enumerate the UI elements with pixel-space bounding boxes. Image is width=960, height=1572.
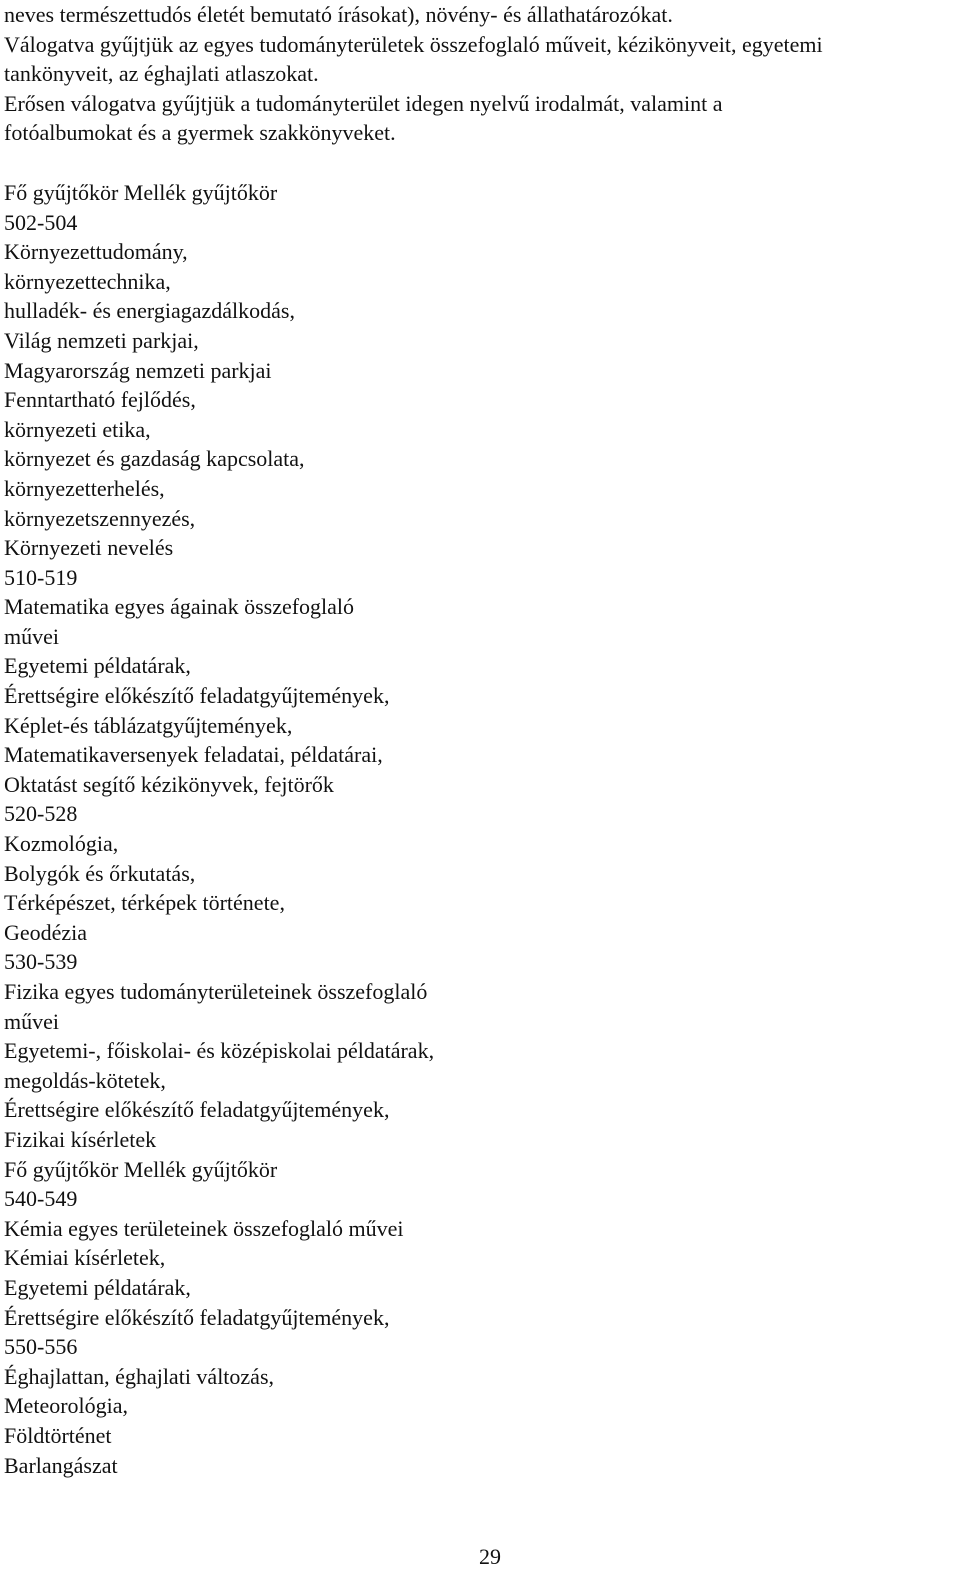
list-item: Egyetemi-, főiskolai- és középiskolai példatárak,	[4, 1038, 435, 1064]
list-item: Kozmológia,	[4, 831, 119, 857]
list-item: Egyetemi példatárak,	[4, 653, 191, 679]
list-item: Kémia egyes területeinek összefoglaló művei	[4, 1215, 404, 1241]
category-range: 520-528	[4, 801, 78, 827]
section-heading: Fő gyűjtőkör Mellék gyűjtőkör	[4, 179, 278, 205]
list-item: környezettechnika,	[4, 268, 171, 294]
list-item: Fenntartható fejlődés,	[4, 387, 196, 413]
list-item: Érettségire előkészítő feladatgyűjtemények,	[4, 683, 390, 709]
list-item: környezetszennyezés,	[4, 505, 196, 531]
category-range: 510-519	[4, 564, 78, 590]
category-range: 550-556	[4, 1334, 78, 1360]
list-item: Képlet-és táblázatgyűjtemények,	[4, 712, 293, 738]
page-number: 29	[479, 1544, 501, 1569]
collection-list	[4, 178, 956, 1480]
list-item: Geodézia	[4, 919, 88, 945]
list-item: Barlangászat	[4, 1452, 118, 1478]
list-item: Magyarország nemzeti parkjai	[4, 357, 272, 383]
list-item: Matematikaversenyek feladatai, példatárai,	[4, 742, 383, 768]
list-item: művei	[4, 623, 59, 649]
text-line: fotóalbumokat és a gyermek szakkönyveket.	[4, 120, 396, 146]
list-item: Meteorológia,	[4, 1393, 129, 1419]
list-item: Egyetemi példatárak,	[4, 1274, 191, 1300]
list-item: művei	[4, 1008, 59, 1034]
list-item: Környezeti nevelés	[4, 535, 174, 561]
list-item: környezeti etika,	[4, 416, 151, 442]
list-item: hulladék- és energiagazdálkodás,	[4, 298, 295, 324]
list-item: Oktatást segítő kézikönyvek, fejtörők	[4, 771, 334, 797]
list-item: Éghajlattan, éghajlati változás,	[4, 1363, 275, 1389]
document-page	[4, 0, 956, 1480]
list-item: környezet és gazdaság kapcsolata,	[4, 446, 305, 472]
list-item: Érettségire előkészítő feladatgyűjtemények,	[4, 1304, 390, 1330]
list-item: Környezettudomány,	[4, 239, 188, 265]
text-line: Erősen válogatva gyűjtjük a tudományterület idegen nyelvű irodalmát, valamint a	[4, 90, 723, 116]
list-item: Bolygók és őrkutatás,	[4, 860, 196, 886]
text-line: Válogatva gyűjtjük az egyes tudományterületek összefoglaló műveit, kézikönyveit, egyetemi	[4, 31, 823, 57]
list-item: Világ nemzeti parkjai,	[4, 327, 199, 353]
list-item: Földtörténet	[4, 1422, 112, 1448]
text-line: neves természettudós életét bemutató írásokat), növény- és állathatározókat.	[4, 2, 673, 27]
category-range: 502-504	[4, 209, 78, 235]
intro-paragraph	[4, 0, 956, 148]
list-item: környezetterhelés,	[4, 475, 165, 501]
list-item: Matematika egyes ágainak összefoglaló	[4, 594, 355, 620]
list-item: Fizika egyes tudományterületeinek összefoglaló	[4, 979, 428, 1004]
paragraph-gap	[4, 148, 956, 178]
section-heading: Fő gyűjtőkör Mellék gyűjtőkör	[4, 1156, 278, 1182]
list-item: Térképészet, térképek története,	[4, 890, 285, 916]
category-range: 530-539	[4, 949, 78, 975]
list-item: Fizikai kísérletek	[4, 1126, 157, 1152]
text-line: tankönyveit, az éghajlati atlaszokat.	[4, 61, 319, 87]
list-item: Kémiai kísérletek,	[4, 1245, 166, 1271]
list-item: megoldás-kötetek,	[4, 1067, 166, 1093]
category-range: 540-549	[4, 1186, 78, 1212]
list-item: Érettségire előkészítő feladatgyűjtemények,	[4, 1097, 390, 1123]
